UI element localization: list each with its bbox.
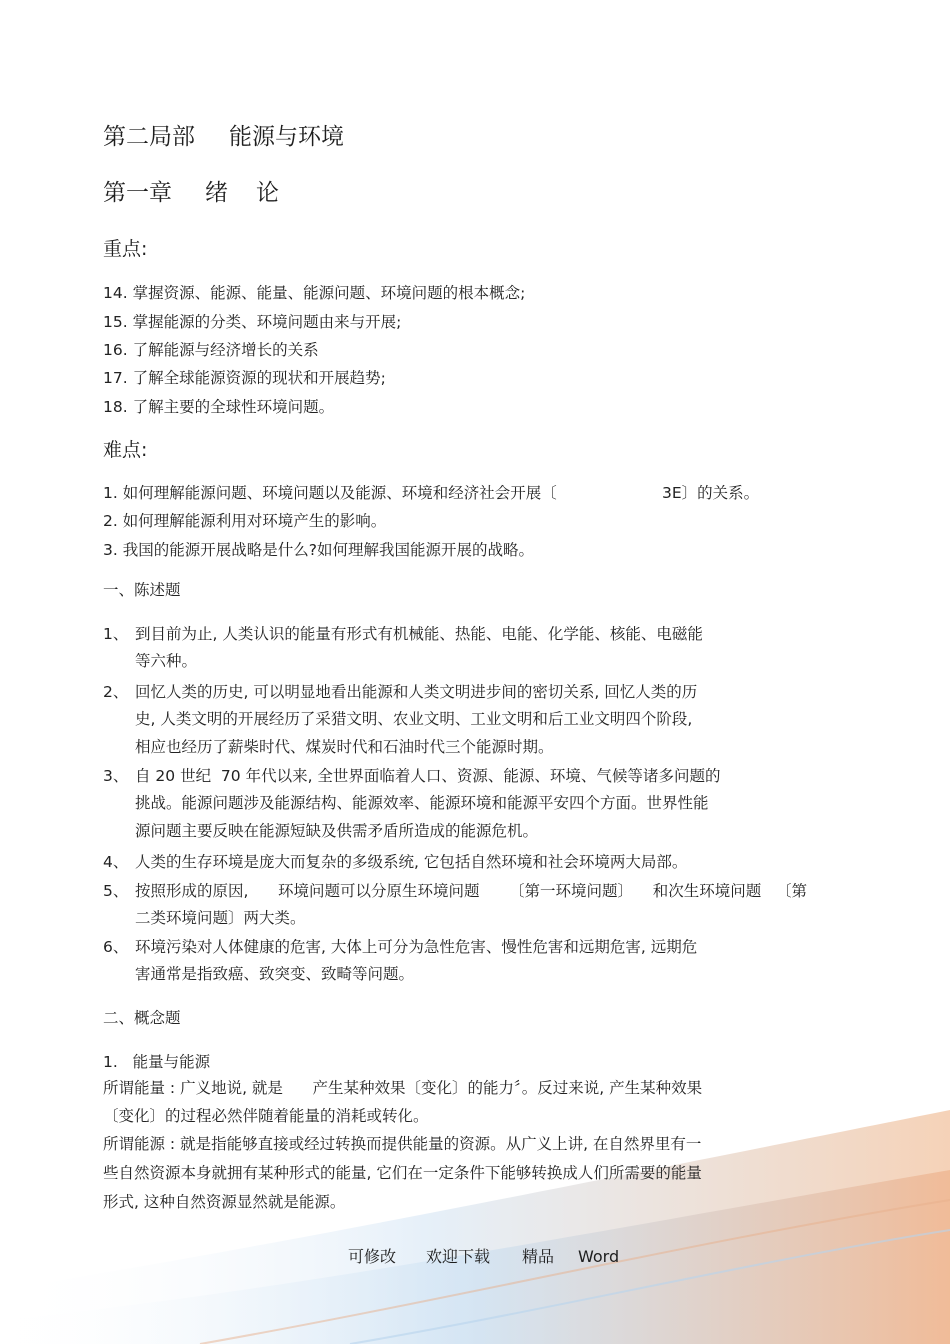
statement-line: 挑战。能源问题涉及能源结构、能源效率、能源环境和能源平安四个方面。世界性能: [135, 794, 709, 812]
statement-line: 二类环境问题〕两大类。: [135, 909, 306, 927]
footer-editable: 可修改: [348, 1247, 397, 1266]
statement-line: 害通常是指致癌、致突变、致畸等问题。: [135, 965, 415, 983]
key-point-item: 17. 了解全球能源资源的现状和开展趋势;: [103, 369, 386, 387]
statement-line: 自 20 世纪 70 年代以来, 全世界面临着人口、资源、能源、环境、气候等诸多问题的: [135, 767, 721, 785]
statement-line: 等六种。: [135, 652, 198, 670]
section-2-heading: 二、概念题: [103, 1009, 181, 1027]
statement-number: 5、: [103, 882, 129, 900]
statement-line: 到目前为止, 人类认识的能量有形式有机械能、热能、电能、化学能、核能、电磁能: [135, 625, 703, 643]
statement-line: 环境污染对人体健康的危害, 大体上可分为急性危害、慢性危害和远期危害, 远期危: [135, 938, 698, 956]
statement-line: 史, 人类文明的开展经历了采猎文明、农业文明、工业文明和后工业文明四个阶段,: [135, 710, 693, 728]
section-1-heading: 一、陈述题: [103, 581, 181, 599]
statement-line: 源问题主要反映在能源短缺及供需矛盾所造成的能源危机。: [135, 822, 539, 840]
concept-line: 些自然资源本身就拥有某种形式的能量, 它们在一定条件下能够转换成人们所需要的能量: [103, 1164, 702, 1182]
statement-number: 6、: [103, 938, 129, 956]
difficult-point-item-3: 3. 我国的能源开展战略是什么?如何理解我国能源开展的战略。: [103, 541, 534, 559]
statement-line: 按照形成的原因, 环境问题可以分原生环境问题 〔第一环境问题〕 和次生环境问题 〔第: [135, 882, 808, 900]
concept-subheading: 1. 能量与能源: [103, 1053, 211, 1071]
chapter-name-char-2: 论: [256, 180, 279, 206]
footer-word: Word: [578, 1247, 620, 1266]
difficult-points-heading: 难点:: [103, 439, 148, 461]
statement-number: 2、: [103, 683, 129, 701]
concept-line: 所谓能量 : 广义地说, 就是 产生某种效果〔变化〕的能力〞。反过来说, 产生某种效果: [103, 1079, 703, 1097]
footer-quality: 精品: [522, 1247, 555, 1266]
statement-line: 回忆人类的历史, 可以明显地看出能源和人类文明进步间的密切关系, 回忆人类的历: [135, 683, 698, 701]
key-point-item: 16. 了解能源与经济增长的关系: [103, 341, 319, 359]
statement-number: 3、: [103, 767, 129, 785]
concept-line: 形式, 这种自然资源显然就是能源。: [103, 1193, 346, 1211]
key-point-item: 18. 了解主要的全球性环境问题。: [103, 398, 335, 416]
difficult-point-item-2: 2. 如何理解能源利用对环境产生的影响。: [103, 512, 387, 530]
concept-line: 所谓能源 : 就是指能够直接或经过转换而提供能量的资源。从广义上讲, 在自然界里有一: [103, 1135, 702, 1153]
key-point-item: 15. 掌握能源的分类、环境问题由来与开展;: [103, 313, 402, 331]
chapter-name-char-1: 绪: [205, 180, 228, 206]
key-points-heading: 重点:: [103, 238, 148, 260]
statement-number: 4、: [103, 853, 129, 871]
key-point-item: 14. 掌握资源、能源、能量、能源问题、环境问题的根本概念;: [103, 284, 526, 302]
footer-download: 欢迎下载: [426, 1247, 491, 1266]
statement-line: 人类的生存环境是庞大而复杂的多级系统, 它包括自然环境和社会环境两大局部。: [135, 853, 688, 871]
difficult-point-item-1b: 3E〕的关系。: [662, 484, 760, 502]
difficult-point-item-1a: 1. 如何理解能源问题、环境问题以及能源、环境和经济社会开展〔: [103, 484, 557, 502]
concept-line: 〔变化〕的过程必然伴随着能量的消耗或转化。: [103, 1107, 429, 1125]
statement-line: 相应也经历了薪柴时代、煤炭时代和石油时代三个能源时期。: [135, 738, 554, 756]
part-subject: 能源与环境: [229, 124, 344, 150]
part-title: 第二局部: [103, 124, 195, 150]
chapter-title: 第一章: [103, 180, 172, 206]
statement-number: 1、: [103, 625, 129, 643]
